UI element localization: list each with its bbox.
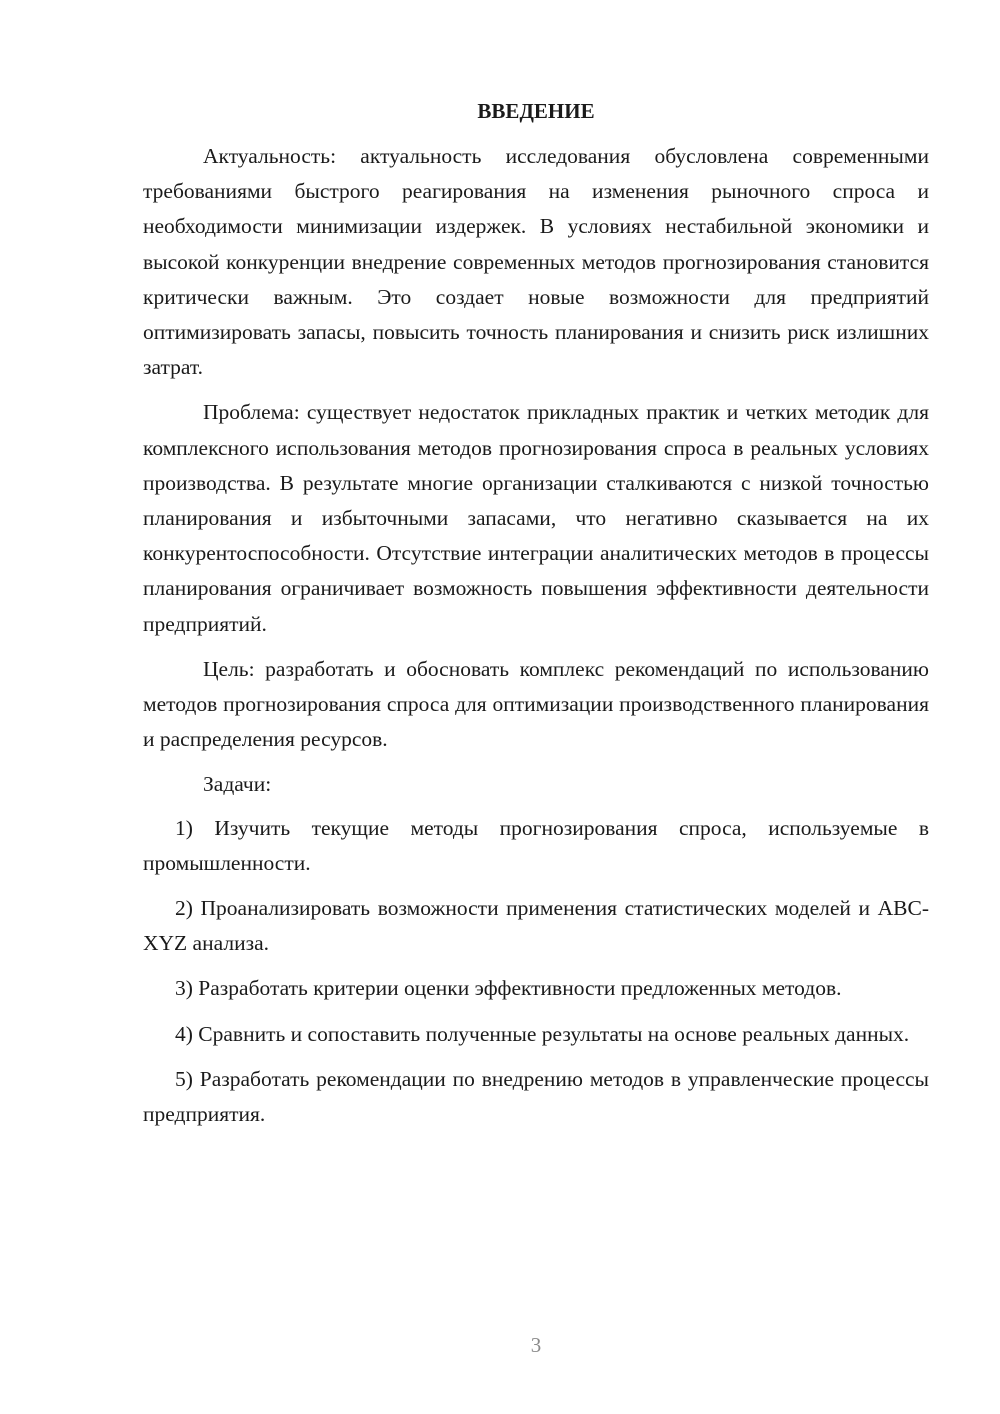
section-heading: ВВЕДЕНИЕ [477,99,595,123]
page-content [143,96,929,1142]
task-item: 5) Разработать рекомендации по внедрению методов в управленческие процессы предприятия. [143,1066,929,1127]
paragraph-relevance: Актуальность: актуальность исследования обусловлена современными требованиями быстрого реагирования на изменения рыночного спроса и необходимости минимизации издержек. В условиях нестабильной экономики и высокой конкуренции внедрение современных методов прогнозирования становится критически важным. Это создает новые возможности для предприятий оптимизировать запасы, повысить точность планирования и снизить риск излишних затрат. [143,144,929,380]
task-item: 4) Сравнить и сопоставить полученные результаты на основе реальных данных. [175,1021,910,1046]
paragraph-problem: Проблема: существует недостаток прикладных практик и четких методик для комплексного использования методов прогнозирования спроса в реальных условиях производства. В результате многие организации сталкиваются с низкой точностью планирования и избыточными запасами, что негативно сказывается на их конкурентоспособности. Отсутствие интеграции аналитических методов в процессы планирования ограничивает возможность повышения эффективности деятельности предприятий. [143,400,929,636]
task-item: 2) Проанализировать возможности применения статистических моделей и ABC-XYZ анализа. [143,896,929,956]
task-item: 1) Изучить текущие методы прогнозирования спроса, используемые в промышленности. [143,815,929,875]
page-number: 3 [530,1333,542,1357]
task-item: 3) Разработать критерии оценки эффективности предложенных методов. [175,976,842,1001]
paragraph-goal: Цель: разработать и обосновать комплекс рекомендаций по использованию методов прогнозирования спроса для оптимизации производственного планирования и распределения ресурсов. [143,656,929,752]
tasks-label: Задачи: [203,772,272,797]
